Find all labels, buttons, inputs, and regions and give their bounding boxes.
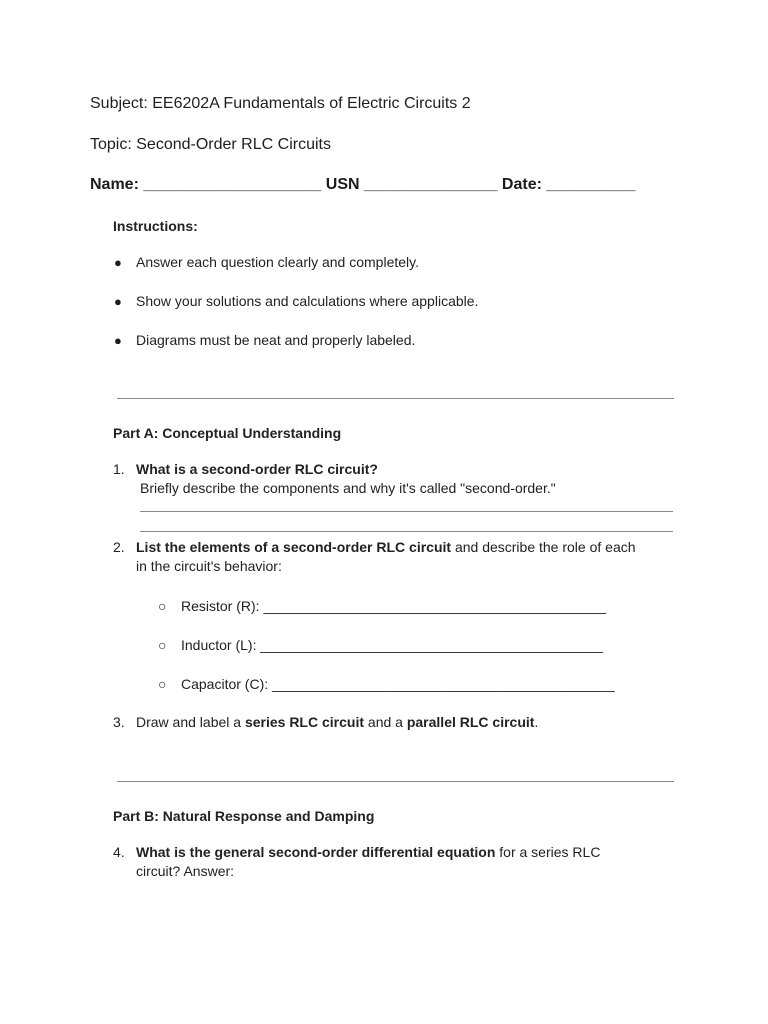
instruction-item: Diagrams must be neat and properly labeled. xyxy=(136,332,416,348)
instructions-title: Instructions: xyxy=(113,218,198,234)
answer-line xyxy=(140,511,673,512)
question-3-bold-parallel: parallel RLC circuit xyxy=(406,714,535,730)
section-divider xyxy=(117,781,674,782)
question-3-mid: and a xyxy=(364,714,407,730)
part-b-title: Part B: Natural Response and Damping xyxy=(113,808,375,824)
question-3-text xyxy=(136,714,538,730)
circle-bullet-icon: ○ xyxy=(158,676,167,692)
part-a-title: Part A: Conceptual Understanding xyxy=(113,425,342,441)
inductor-item: Inductor (L): ____________________________________________ xyxy=(181,637,603,653)
question-3-bold-series: series RLC circuit xyxy=(244,714,365,730)
bullet-icon: ● xyxy=(114,294,122,309)
question-4-line2: circuit? Answer: xyxy=(136,863,235,879)
instruction-item: Show your solutions and calculations where applicable. xyxy=(136,293,479,309)
capacitor-item: Capacitor (C): ____________________________________________ xyxy=(181,676,615,692)
question-2-line2: in the circuit's behavior: xyxy=(136,558,282,574)
question-4-rest: for a series RLC xyxy=(495,844,601,860)
question-number: 3. xyxy=(113,714,125,730)
resistor-item: Resistor (R): ____________________________________________ xyxy=(181,598,607,614)
question-2-rest: and describe the role of each xyxy=(451,539,636,555)
bullet-icon: ● xyxy=(114,333,122,348)
name-usn-date-line: Name: ____________________ USN _______________ Date: __________ xyxy=(90,176,636,193)
instruction-item: Answer each question clearly and completely. xyxy=(136,254,420,270)
question-2-bold: List the elements of a second-order RLC circuit xyxy=(136,539,452,555)
topic-line: Topic: Second-Order RLC Circuits xyxy=(90,136,331,153)
question-4-text xyxy=(136,844,600,860)
answer-line xyxy=(140,531,673,532)
question-1-subtext: Briefly describe the components and why it's called "second-order." xyxy=(140,480,556,496)
question-3-post: . xyxy=(534,714,539,730)
circle-bullet-icon: ○ xyxy=(158,637,167,653)
question-1-text: What is a second-order RLC circuit? xyxy=(136,461,378,477)
question-2-text xyxy=(136,539,636,555)
bullet-icon: ● xyxy=(114,255,122,270)
question-number: 2. xyxy=(113,539,125,555)
question-number: 4. xyxy=(113,844,125,860)
question-3-pre: Draw and label a xyxy=(136,714,245,730)
section-divider xyxy=(117,398,674,399)
question-number: 1. xyxy=(113,461,125,477)
subject-line: Subject: EE6202A Fundamentals of Electric Circuits 2 xyxy=(90,95,471,112)
question-4-bold: What is the general second-order differential equation xyxy=(136,844,496,860)
circle-bullet-icon: ○ xyxy=(158,598,167,614)
